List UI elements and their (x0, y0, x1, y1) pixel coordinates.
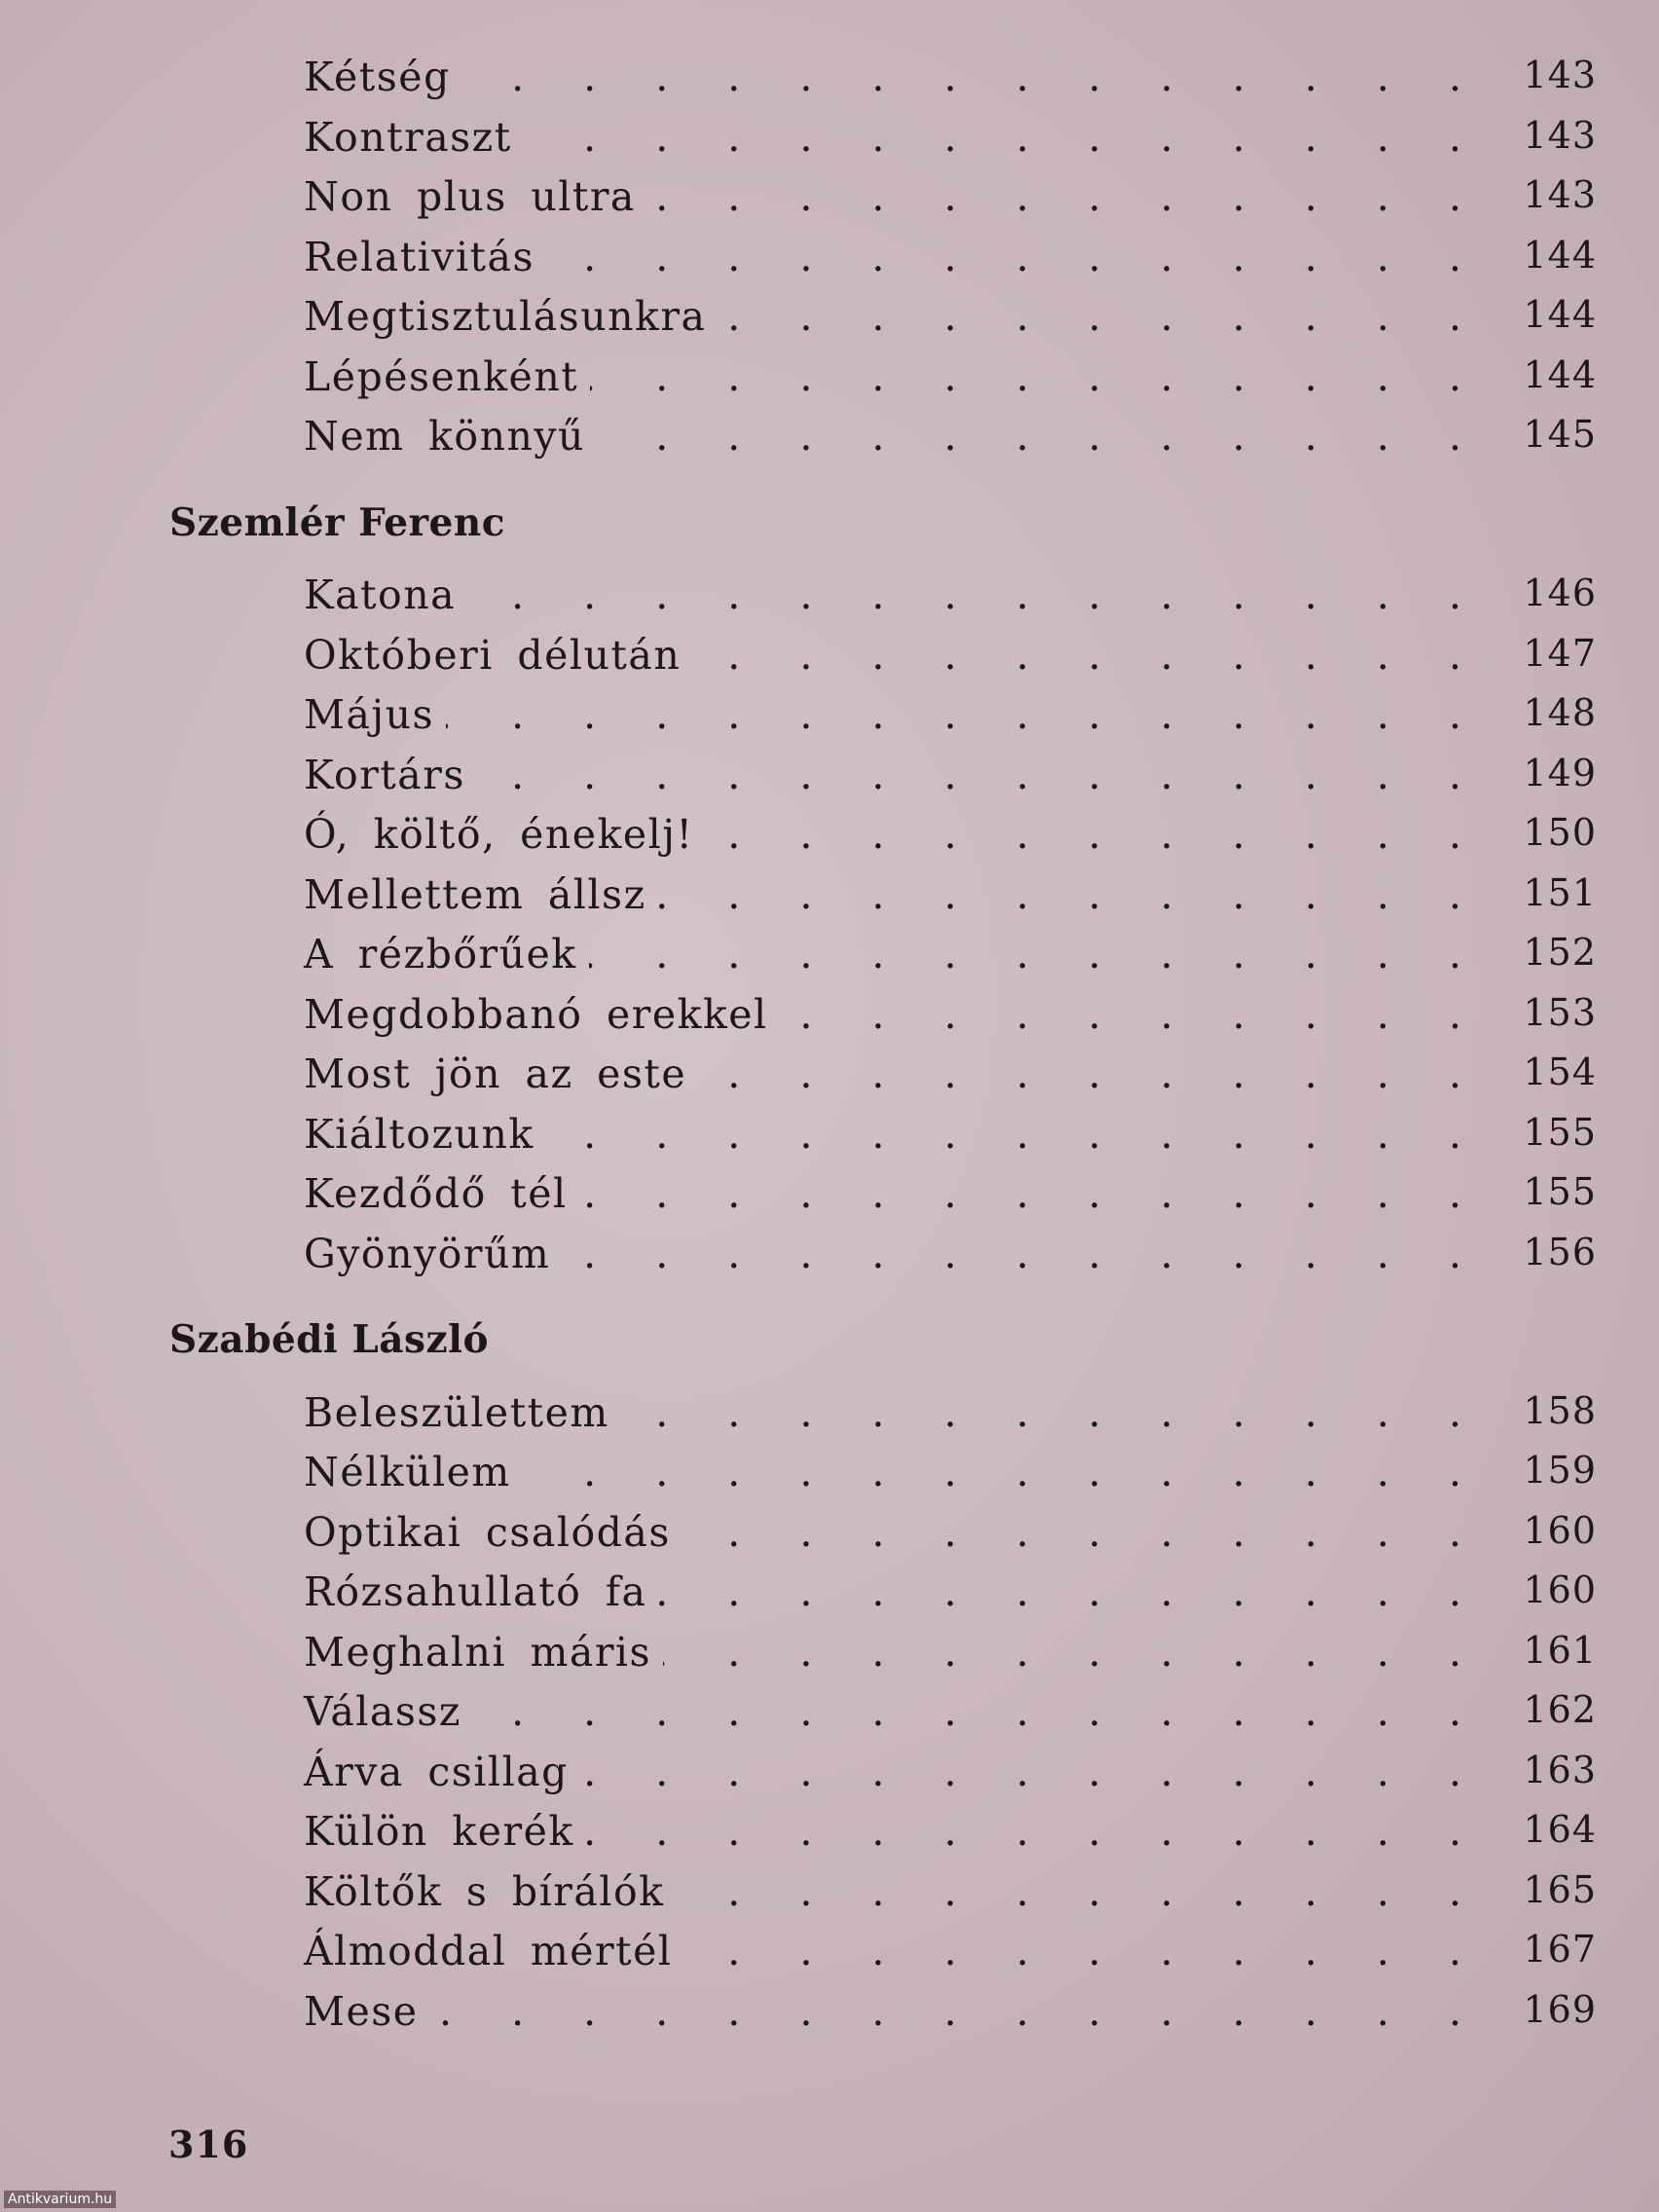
toc-entry (166, 1868, 1597, 1929)
dot-leader (589, 931, 1597, 991)
entry-page: 167 (1523, 1928, 1597, 1971)
author-heading: Szemlér Ferenc (169, 499, 505, 545)
entry-title: Relativitás (304, 233, 535, 280)
entry-page: 158 (1523, 1388, 1597, 1432)
entry-page: 165 (1523, 1867, 1597, 1911)
entry-page: 169 (1523, 1987, 1597, 2031)
entry-page: 159 (1523, 1449, 1597, 1492)
entry-page: 147 (1523, 631, 1597, 675)
entry-page: 155 (1523, 1110, 1597, 1154)
entry-title: Külön kerék (304, 1808, 574, 1855)
dot-leader (676, 1868, 1597, 1929)
toc-entry (166, 114, 1597, 174)
entry-page: 144 (1523, 233, 1597, 276)
entry-title: Válassz (304, 1688, 462, 1735)
dot-leader (580, 1749, 1597, 1809)
entry-title: Álmoddal mértél (304, 1928, 673, 1974)
toc-entry (166, 991, 1597, 1051)
entry-page: 143 (1523, 54, 1597, 96)
entry-page: 155 (1523, 1170, 1597, 1213)
dot-leader (663, 1629, 1597, 1689)
toc-entry (166, 1231, 1597, 1291)
entry-page: 163 (1523, 1748, 1597, 1791)
dot-leader (467, 571, 1597, 632)
toc-entry (166, 353, 1597, 414)
dot-leader (523, 1449, 1597, 1509)
entry-page: 160 (1523, 1508, 1597, 1552)
page-number: 316 (168, 2122, 249, 2166)
entry-title: Költők s bírálók (304, 1867, 665, 1915)
entry-page: 162 (1523, 1688, 1597, 1731)
dot-leader (780, 991, 1597, 1051)
entry-page: 156 (1523, 1230, 1597, 1273)
toc-entry (166, 1051, 1597, 1111)
entry-title: Gyönyörűm (304, 1230, 551, 1277)
entry-title: A rézbőrűek (304, 931, 577, 977)
toc-entry (166, 1389, 1597, 1450)
toc-entry (166, 931, 1597, 991)
toc-entry (166, 1568, 1597, 1629)
dot-leader (621, 1389, 1597, 1450)
entry-title: Kezdődő tél (304, 1170, 568, 1217)
entry-page: 144 (1523, 352, 1597, 396)
entry-page: 164 (1523, 1808, 1597, 1851)
dot-leader (718, 293, 1597, 353)
entry-title: Mellettem állsz (304, 870, 646, 918)
dot-leader (562, 1231, 1597, 1291)
entry-page: 143 (1523, 173, 1597, 216)
dot-leader (706, 811, 1598, 871)
dot-leader (692, 632, 1597, 692)
entry-title: Rózsahullató fa (304, 1568, 647, 1615)
entry-page: 154 (1523, 1051, 1597, 1093)
dot-leader (430, 1988, 1597, 2048)
dot-leader (462, 54, 1597, 114)
toc-entry (166, 1170, 1597, 1231)
entry-page: 146 (1523, 571, 1597, 614)
toc-entry (166, 1749, 1597, 1809)
entry-title: Lépésenként (304, 352, 579, 400)
toc-entry (166, 1509, 1597, 1569)
entry-title: Ó, költő, énekelj! (304, 811, 694, 858)
entry-title: Most jön az este (304, 1051, 687, 1097)
entry-title: Optikai csalódás (304, 1508, 671, 1556)
toc-entry (166, 811, 1597, 871)
entry-title: Május (304, 691, 435, 738)
dot-leader (473, 1688, 1597, 1749)
entry-title: Mese (304, 1987, 419, 2035)
author-heading: Szabédi László (169, 1317, 489, 1362)
entry-page: 148 (1523, 691, 1597, 734)
entry-title: Meghalni máris (304, 1628, 652, 1676)
entry-page: 152 (1523, 931, 1597, 974)
dot-leader (590, 353, 1597, 414)
dot-leader (586, 1808, 1597, 1868)
dot-leader (524, 114, 1597, 174)
entry-page: 149 (1523, 751, 1597, 794)
entry-page: 160 (1523, 1568, 1597, 1611)
toc-entry (166, 54, 1597, 114)
entry-page: 144 (1523, 293, 1597, 336)
dot-leader (682, 1509, 1597, 1569)
toc-entry (166, 1928, 1597, 1988)
toc-entry (166, 1988, 1597, 2048)
dot-leader (597, 413, 1597, 473)
entry-title: Árva csillag (304, 1748, 569, 1795)
dot-leader (647, 173, 1597, 234)
toc-entry (166, 413, 1597, 473)
toc-entry (166, 1808, 1597, 1868)
entry-title: Kiáltozunk (304, 1110, 535, 1158)
entry-page: 153 (1523, 990, 1597, 1034)
entry-title: Katona (304, 571, 457, 618)
toc-entry (166, 871, 1597, 932)
entry-title: Megtisztulásunkra (304, 293, 707, 340)
dot-leader (446, 691, 1597, 752)
table-of-contents (166, 54, 1597, 2047)
toc-entry (166, 632, 1597, 692)
entry-title: Kortárs (304, 751, 465, 798)
dot-leader (546, 1111, 1597, 1171)
toc-entry (166, 691, 1597, 752)
dot-leader (546, 234, 1597, 294)
toc-entry (166, 293, 1597, 353)
toc-entry (166, 1111, 1597, 1171)
watermark: Antikvarium.hu (4, 2191, 116, 2208)
toc-entry (166, 173, 1597, 234)
dot-leader (698, 1051, 1597, 1111)
toc-entry (166, 234, 1597, 294)
dot-leader (658, 871, 1597, 932)
entry-page: 150 (1523, 811, 1597, 854)
entry-page: 143 (1523, 113, 1597, 157)
toc-entry (166, 1449, 1597, 1509)
entry-title: Októberi délután (304, 631, 682, 679)
toc-entry (166, 1688, 1597, 1749)
toc-entry (166, 571, 1597, 632)
entry-title: Beleszülettem (304, 1388, 609, 1436)
entry-title: Kétség (304, 54, 451, 100)
entry-page: 145 (1523, 413, 1597, 456)
dot-leader (579, 1170, 1597, 1231)
dot-leader (658, 1568, 1597, 1629)
entry-title: Nélkülem (304, 1449, 511, 1495)
entry-title: Nem könnyű (304, 413, 585, 460)
entry-page: 161 (1523, 1628, 1597, 1672)
toc-entry (166, 1629, 1597, 1689)
dot-leader (683, 1928, 1597, 1988)
entry-page: 151 (1523, 870, 1597, 914)
entry-title: Megdobbanó erekkel (304, 990, 768, 1038)
entry-title: Kontraszt (304, 113, 512, 161)
entry-title: Non plus ultra (304, 173, 636, 220)
toc-entry (166, 752, 1597, 812)
dot-leader (477, 752, 1597, 812)
